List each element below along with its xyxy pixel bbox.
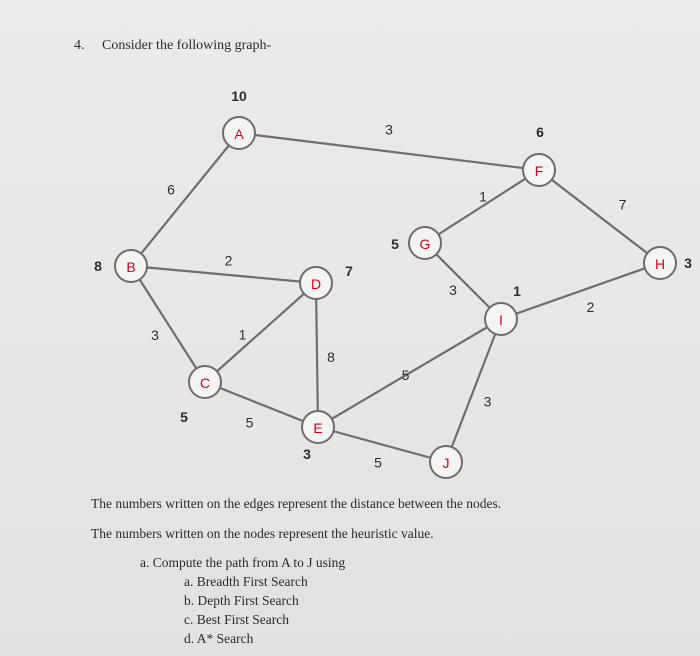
edge-weight-g-i: 3 bbox=[449, 282, 457, 298]
edge-weight-a-f: 3 bbox=[385, 121, 393, 138]
heuristic-f: 6 bbox=[536, 124, 544, 140]
node-label-d: D bbox=[310, 276, 322, 292]
heuristic-g: 5 bbox=[391, 236, 399, 252]
graph-heuristic-labels bbox=[94, 88, 692, 462]
edge-a-b bbox=[131, 133, 239, 266]
heuristic-i: 1 bbox=[513, 283, 521, 299]
node-label-i: I bbox=[499, 312, 503, 328]
edge-weight-b-c: 3 bbox=[151, 327, 159, 343]
node-a bbox=[223, 117, 255, 149]
edge-weight-c-d: 1 bbox=[238, 326, 247, 343]
edge-i-h bbox=[501, 263, 660, 319]
node-f bbox=[523, 154, 555, 186]
node-label-j: J bbox=[442, 455, 450, 471]
edge-e-j bbox=[318, 427, 446, 462]
node-d bbox=[300, 267, 332, 299]
node-i bbox=[485, 303, 517, 335]
node-j bbox=[430, 446, 462, 478]
note-node-heuristics: The numbers written on the nodes represent the heuristic value. bbox=[91, 526, 434, 541]
edge-weight-d-e: 8 bbox=[327, 349, 335, 365]
graph-edges bbox=[131, 133, 660, 462]
node-g bbox=[409, 227, 441, 259]
node-label-h: H bbox=[654, 256, 666, 272]
node-label-b: B bbox=[126, 259, 136, 275]
node-label-g: G bbox=[419, 236, 431, 252]
task-item-astar: d. A* Search bbox=[184, 631, 254, 646]
edge-c-e bbox=[205, 382, 318, 427]
edge-weight-i-h: 2 bbox=[586, 299, 595, 315]
node-h bbox=[644, 247, 676, 279]
edge-weight-c-e: 5 bbox=[245, 414, 254, 431]
node-b bbox=[115, 250, 147, 282]
question-text: Consider the following graph- bbox=[102, 38, 272, 53]
edge-d-e bbox=[316, 283, 318, 427]
edge-i-j bbox=[446, 319, 501, 462]
heuristic-d: 7 bbox=[345, 263, 353, 279]
node-label-e: E bbox=[313, 420, 323, 436]
node-label-c: C bbox=[199, 375, 211, 391]
node-label-a: A bbox=[234, 126, 244, 142]
heuristic-e: 3 bbox=[303, 446, 311, 462]
edge-weight-f-h: 7 bbox=[618, 196, 627, 213]
heuristic-c: 5 bbox=[180, 409, 188, 425]
node-label-f: F bbox=[534, 163, 544, 179]
edge-g-f bbox=[425, 170, 539, 243]
edge-b-c bbox=[131, 266, 205, 382]
edge-weight-g-f: 1 bbox=[479, 188, 487, 205]
heuristic-b: 8 bbox=[94, 258, 102, 274]
task-item-list bbox=[184, 572, 308, 648]
node-e bbox=[302, 411, 334, 443]
edge-weight-b-d: 2 bbox=[224, 252, 233, 269]
edge-c-d bbox=[205, 283, 316, 382]
task-item-bfs: a. Breadth First Search bbox=[184, 574, 308, 589]
edge-f-h bbox=[539, 170, 660, 263]
task-item-best-first: c. Best First Search bbox=[184, 612, 289, 627]
graph-nodes bbox=[115, 117, 676, 478]
question-number: 4. bbox=[74, 38, 85, 53]
edge-b-d bbox=[131, 266, 316, 283]
node-c bbox=[189, 366, 221, 398]
edge-weight-i-j: 3 bbox=[483, 393, 492, 410]
task-item-dfs: b. Depth First Search bbox=[184, 593, 299, 608]
heuristic-a: 10 bbox=[231, 88, 247, 104]
edge-weight-e-i: 5 bbox=[401, 367, 410, 383]
heuristic-h: 3 bbox=[684, 255, 692, 271]
edge-a-f bbox=[239, 133, 539, 170]
note-edge-distances: The numbers written on the edges represent the distance between the nodes. bbox=[91, 496, 502, 511]
edge-weight-a-b: 6 bbox=[167, 181, 175, 198]
task-label: a. Compute the path from A to J using bbox=[140, 555, 346, 570]
edge-weight-e-j: 5 bbox=[374, 454, 382, 471]
edge-e-i bbox=[318, 319, 501, 427]
